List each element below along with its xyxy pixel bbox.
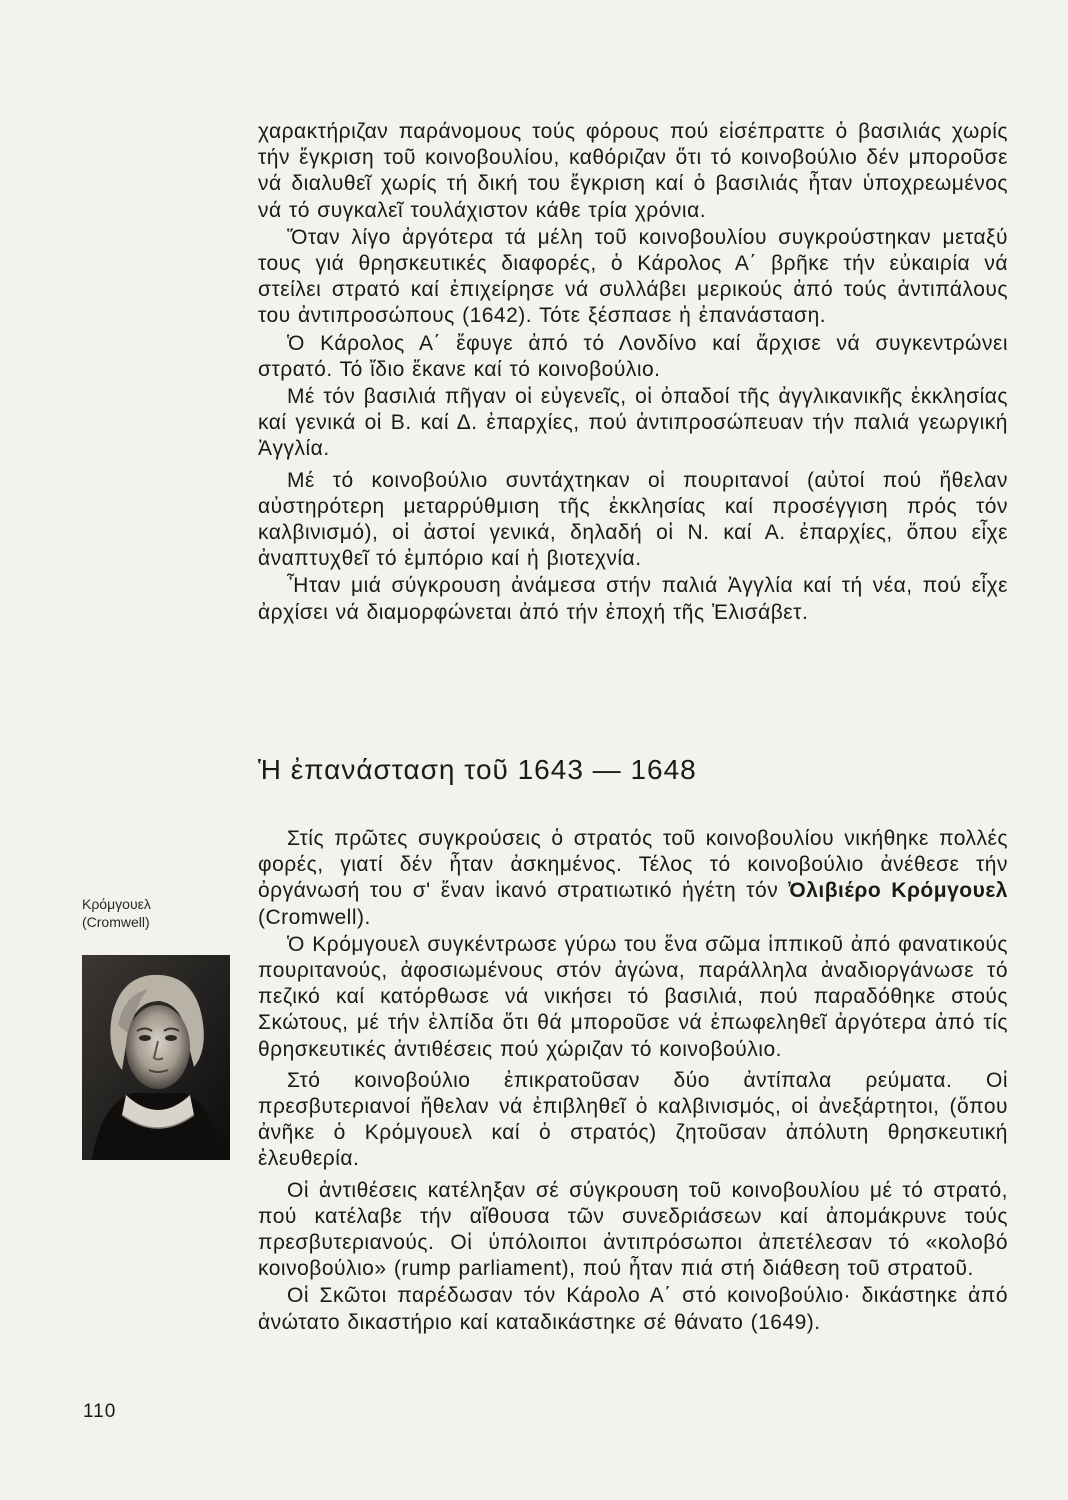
paragraph: Οἱ ἀντιθέσεις κατέληξαν σέ σύγκρουση τοῦ κοινοβουλίου μέ τό στρατό, πού κατέλαβε τήν αἴθουσα τῶν συνεδριάσεων καί ἀπομάκρυνε τούς πρεσβυτεριανούς. Οἱ ὑπόλοιποι ἀντιπρόσωποι ἀπετέλεσαν τό «κολοβό κοινοβούλιο» (rump parliament), πού ἦταν πιά στή διάθεση τοῦ στρατοῦ.: [258, 1178, 1008, 1281]
paragraph: χαρακτήριζαν παράνομους τούς φόρους πού εἰσέπραττε ὁ βασιλιάς χωρίς τήν ἔγκριση τοῦ κοινοβουλίου, καθόριζαν ὅτι τό κοινοβούλιο δέν μποροῦσε νά διαλυθεῖ χωρίς τή δική του ἔγκριση καί ὁ βασιλιάς ἦταν ὑποχρεωμένος νά τό συγκαλεῖ τουλάχιστον κάθε τρία χρόνια.: [258, 120, 1008, 222]
portrait-caption: [82, 895, 192, 931]
section-heading: Ἡ ἐπανάσταση τοῦ 1643 — 1648: [258, 754, 697, 785]
paragraph-text: (Cromwell).: [258, 905, 371, 929]
paragraph: Ὁ Κρόμγουελ συγκέντρωσε γύρω του ἕνα σῶμα ἱππικοῦ ἀπό φανατικούς πουριτανούς, ἀφοσιωμένους στόν ἀγώνα, παράλληλα ἀναδιοργάνωσε τό πεζικό καί κατόρθωσε νά νικήσει τό βασιλιά, πού παραδόθηκε στούς Σκώτους, μέ τήν ἐλπίδα ὅτι θά μποροῦσε νά ἐπωφεληθεῖ ἀργότερα ἀπό τίς θρησκευτικές ἀντιθέσεις πού χώριζαν τό κοινοβούλιο.: [258, 932, 1008, 1061]
paragraph: [258, 826, 1008, 931]
caption-name: Κρόμγουελ: [82, 896, 151, 912]
revolution-text-block: [258, 826, 1008, 1336]
cromwell-portrait: [82, 955, 230, 1160]
paragraph: Οἱ Σκῶτοι παρέδωσαν τόν Κάρολο Α΄ στό κοινοβούλιο· δικάστηκε ἀπό ἀνώτατο δικαστήριο καί καταδικάστηκε σέ θάνατο (1649).: [258, 1284, 1008, 1334]
portrait-illustration: [82, 955, 230, 1160]
cromwell-name: Ὀλιβιέρο Κρόμγουελ: [788, 879, 1008, 903]
page-number: 110: [83, 1401, 117, 1422]
paragraph: Μέ τόν βασιλιά πῆγαν οἱ εὐγενεῖς, οἱ ὀπαδοί τῆς ἀγγλικανικῆς ἐκκλησίας καί γενικά οἱ Β. καί Δ. ἐπαρχίες, πού ἀντιπροσώπευαν τήν παλιά γεωργική Ἀγγλία.: [258, 385, 1008, 461]
paragraph: Ὅταν λίγο ἀργότερα τά μέλη τοῦ κοινοβουλίου συγκρούστηκαν μεταξύ τους γιά θρησκευτικές διαφορές, ὁ Κάρολος Α΄ βρῆκε τήν εὐκαιρία νά στείλει στρατό καί ἐπιχείρησε νά συλλάβει μερικούς ἀπό τούς ἀντιπάλους του ἀντιπροσώπους (1642). Τότε ξέσπασε ἡ ἐπανάσταση.: [258, 225, 1008, 328]
intro-text-block: [258, 119, 1008, 626]
paragraph: Μέ τό κοινοβούλιο συντάχτηκαν οἱ πουριτανοί (αὐτοί πού ἤθελαν αὐστηρότερη μεταρρύθμιση τῆς ἐκκλησίας καί προσέγγιση πρός τόν καλβινισμό), οἱ ἀστοί γενικά, δηλαδή οἱ Ν. καί Α. ἐπαρχίες, ὅπου εἶχε ἀναπτυχθεῖ τό ἐμπόριο καί ἡ βιοτεχνία.: [258, 468, 1008, 571]
caption-latin-name: (Cromwell): [82, 914, 150, 930]
paragraph-text: Στίς πρῶτες συγκρούσεις ὁ στρατός τοῦ κοινοβουλίου νικήθηκε πολλές φορές, γιατί δέν ἦταν ἀσκημένος. Τέλος τό κοινοβούλιο ἀνέθεσε τήν ὀργάνωσή του σ' ἕναν ἱκανό στρατιωτικό ἡγέτη τόν: [258, 827, 1008, 903]
paragraph: Ἦταν μιά σύγκρουση ἀνάμεσα στήν παλιά Ἀγγλία καί τή νέα, πού εἶχε ἀρχίσει νά διαμορφώνεται ἀπό τήν ἐποχή τῆς Ἐλισάβετ.: [258, 574, 1008, 624]
paragraph: Στό κοινοβούλιο ἐπικρατοῦσαν δύο ἀντίπαλα ρεύματα. Οἱ πρεσβυτεριανοί ἤθελαν νά ἐπιβληθεῖ ὁ καλβινισμός, οἱ ἀνεξάρτητοι, (ὅπου ἀνῆκε ὁ Κρόμγουελ καί ὁ στρατός) ζητοῦσαν ἀπόλυτη θρησκευτική ἐλευθερία.: [258, 1068, 1008, 1171]
paragraph: Ὁ Κάρολος Α΄ ἔφυγε ἀπό τό Λονδίνο καί ἄρχισε νά συγκεντρώνει στρατό. Τό ἴδιο ἔκανε καί τό κοινοβούλιο.: [258, 331, 1008, 381]
